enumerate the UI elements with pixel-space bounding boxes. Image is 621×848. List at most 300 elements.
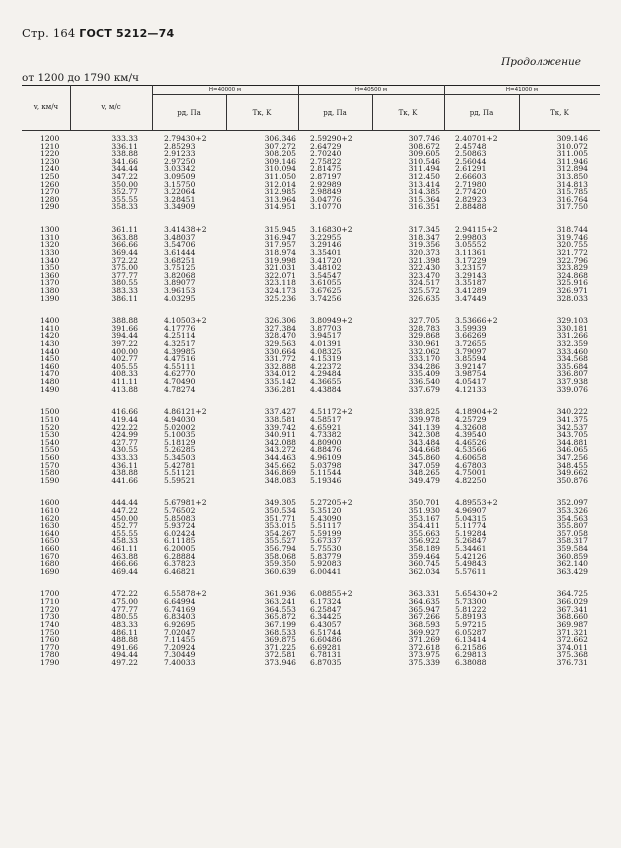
speed-ms-cell: 427.77: [111, 437, 138, 447]
pressure-cell: 4.60658: [455, 452, 487, 462]
pressure-cell: 5.11544: [310, 468, 342, 478]
temperature-cell: 322.796: [556, 255, 588, 265]
temperature-cell: 329.563: [264, 339, 296, 349]
speed-ms-cell: 338.88: [111, 149, 138, 159]
speed-ms-cell: 480.55: [111, 612, 138, 622]
speed-kmh-cell: 1670: [40, 551, 60, 561]
pressure-cell: 6.74169: [164, 604, 196, 614]
pressure-cell: 4.70490: [164, 377, 196, 387]
pressure-cell: 6.21586: [455, 642, 487, 652]
pressure-cell: 3.29143: [455, 270, 487, 280]
pressure-cell: 5.34461: [455, 544, 487, 554]
temperature-cell: 319.356: [408, 240, 440, 250]
temperature-cell: 350.701: [408, 498, 440, 508]
temperature-cell: 348.455: [556, 460, 588, 470]
pressure-cell: 3.89077: [164, 278, 196, 288]
temperature-cell: 358.189: [408, 544, 440, 554]
temperature-cell: 371.269: [408, 635, 440, 645]
speed-ms-cell: 408.33: [111, 369, 138, 379]
temperature-cell: 326.306: [264, 316, 296, 326]
pressure-cell: 6.92695: [164, 619, 196, 629]
temperature-cell: 372.581: [264, 650, 296, 660]
pressure-cell: 4.73382: [310, 430, 342, 440]
pressure-cell: 6.60486: [310, 635, 342, 645]
speed-kmh-cell: 1210: [40, 141, 60, 151]
altitude-header-1: H=40000 м: [208, 87, 242, 93]
speed-ms-cell: 497.22: [111, 657, 138, 667]
speed-ms-cell: 347.22: [111, 172, 138, 182]
col-temp-1: Tк, K: [252, 109, 272, 117]
temperature-cell: 323.470: [408, 270, 440, 280]
temperature-cell: 360.639: [264, 566, 296, 576]
temperature-cell: 310.546: [408, 156, 440, 166]
temperature-cell: 307.272: [264, 141, 296, 151]
pressure-cell: 7.40033: [164, 657, 196, 667]
col-temp-3: Tк, K: [550, 109, 569, 117]
temperature-cell: 317.750: [556, 202, 588, 212]
pressure-cell: 4.62770: [164, 369, 196, 379]
temperature-cell: 308.672: [408, 141, 440, 151]
pressure-cell: 6.37823: [164, 559, 196, 569]
speed-kmh-cell: 1280: [40, 194, 60, 204]
temperature-cell: 328.783: [408, 323, 440, 333]
pressure-cell: 3.16830+2: [310, 225, 353, 235]
speed-kmh-cell: 1400: [40, 316, 60, 326]
table-row: [22, 477, 600, 485]
row-group: [22, 317, 600, 393]
pressure-cell: 5.92083: [310, 559, 342, 569]
col-pressure-1: pд, Па: [177, 109, 201, 117]
pressure-cell: 3.47449: [455, 293, 487, 303]
temperature-cell: 313.414: [408, 179, 440, 189]
pressure-cell: 4.86121+2: [164, 407, 207, 417]
pressure-cell: 3.87703: [310, 323, 342, 333]
pressure-cell: 7.02047: [164, 627, 196, 637]
pressure-cell: 4.36655: [310, 377, 342, 387]
temperature-cell: 345.860: [408, 452, 440, 462]
table-row: [22, 659, 600, 667]
speed-kmh-cell: 1760: [40, 635, 60, 645]
pressure-cell: 4.88476: [310, 445, 342, 455]
pressure-cell: 4.39540: [455, 430, 487, 440]
pressure-cell: 3.22064: [164, 187, 196, 197]
speed-kmh-cell: 1610: [40, 505, 60, 515]
temperature-cell: 325.236: [264, 293, 296, 303]
speed-kmh-cell: 1530: [40, 430, 60, 440]
speed-kmh-cell: 1620: [40, 513, 60, 523]
pressure-cell: 3.28451: [164, 194, 196, 204]
temperature-cell: 372.618: [408, 642, 440, 652]
temperature-cell: 343.484: [408, 437, 440, 447]
speed-kmh-cell: 1710: [40, 597, 60, 607]
temperature-cell: 360.859: [556, 551, 588, 561]
temperature-cell: 353.167: [408, 513, 440, 523]
row-group: [22, 135, 600, 211]
temperature-cell: 310.094: [264, 164, 296, 174]
pressure-cell: 5.76502: [164, 505, 196, 515]
speed-kmh-cell: 1540: [40, 437, 60, 447]
temperature-cell: 363.241: [264, 597, 296, 607]
speed-ms-cell: 369.44: [111, 247, 138, 257]
speed-ms-cell: 383.33: [111, 285, 138, 295]
temperature-cell: 369.927: [408, 627, 440, 637]
temperature-cell: 330.181: [556, 323, 588, 333]
temperature-cell: 376.731: [556, 657, 588, 667]
temperature-cell: 318.974: [264, 247, 296, 257]
pressure-cell: 6.11185: [164, 536, 196, 546]
speed-ms-cell: 366.66: [111, 240, 138, 250]
table-row: [22, 386, 600, 394]
temperature-cell: 342.088: [264, 437, 296, 447]
temperature-cell: 323.829: [556, 263, 588, 273]
temperature-cell: 310.072: [556, 141, 588, 151]
pressure-cell: 4.75001: [455, 468, 487, 478]
temperature-cell: 354.411: [408, 521, 440, 531]
temperature-cell: 355.663: [408, 528, 440, 538]
pressure-cell: 5.42126: [455, 551, 487, 561]
pressure-cell: 6.69281: [310, 642, 342, 652]
speed-ms-cell: 358.33: [111, 202, 138, 212]
speed-kmh-cell: 1680: [40, 559, 60, 569]
pressure-cell: 3.92147: [455, 361, 487, 371]
temperature-cell: 311.050: [264, 172, 296, 182]
temperature-cell: 344.881: [556, 437, 588, 447]
temperature-cell: 332.062: [408, 346, 440, 356]
speed-kmh-cell: 1780: [40, 650, 60, 660]
speed-ms-cell: 411.11: [111, 377, 138, 387]
pressure-cell: 3.59939: [455, 323, 487, 333]
pressure-cell: 3.35187: [455, 278, 487, 288]
temperature-cell: 352.097: [556, 498, 588, 508]
pressure-cell: 5.42781: [164, 460, 196, 470]
speed-ms-cell: 461.11: [111, 544, 138, 554]
pressure-cell: 3.72655: [455, 339, 487, 349]
temperature-cell: 337.679: [408, 384, 440, 394]
pressure-cell: 3.22955: [310, 232, 342, 242]
speed-kmh-cell: 1250: [40, 172, 60, 182]
temperature-cell: 335.409: [408, 369, 440, 379]
temperature-cell: 317.957: [264, 240, 296, 250]
speed-kmh-cell: 1340: [40, 255, 60, 265]
speed-ms-cell: 491.66: [111, 642, 138, 652]
temperature-cell: 342.537: [556, 422, 588, 432]
temperature-cell: 317.345: [408, 225, 440, 235]
pressure-cell: 6.20005: [164, 544, 196, 554]
temperature-cell: 327.705: [408, 316, 440, 326]
pressure-cell: 3.05552: [455, 240, 487, 250]
row-group: [22, 226, 600, 302]
pressure-cell: 6.38088: [455, 657, 487, 667]
speed-ms-cell: 463.88: [111, 551, 138, 561]
temperature-cell: 364.635: [408, 597, 440, 607]
pressure-cell: 4.53566: [455, 445, 487, 455]
speed-kmh-cell: 1200: [40, 134, 60, 143]
temperature-cell: 334.286: [408, 361, 440, 371]
temperature-cell: 341.139: [408, 422, 440, 432]
pressure-cell: 3.29146: [310, 240, 342, 250]
temperature-cell: 315.364: [408, 194, 440, 204]
pressure-cell: 2.56044: [455, 156, 487, 166]
pressure-cell: 4.58517: [310, 414, 342, 424]
temperature-cell: 336.807: [556, 369, 588, 379]
speed-kmh-cell: 1650: [40, 536, 60, 546]
temperature-cell: 336.540: [408, 377, 440, 387]
pressure-cell: 4.17776: [164, 323, 196, 333]
speed-ms-cell: 344.44: [111, 164, 138, 174]
speed-kmh-cell: 1630: [40, 521, 60, 531]
pressure-cell: 5.57611: [455, 566, 487, 576]
temperature-cell: 349.305: [264, 498, 296, 508]
temperature-cell: 332.359: [556, 339, 588, 349]
pressure-cell: 5.49843: [455, 559, 487, 569]
pressure-cell: 2.64729: [310, 141, 342, 151]
speed-kmh-cell: 1550: [40, 445, 60, 455]
pressure-cell: 5.04315: [455, 513, 487, 523]
pressure-cell: 4.25729: [455, 414, 487, 424]
pressure-cell: 5.85083: [164, 513, 196, 523]
speed-kmh-cell: 1240: [40, 164, 60, 174]
pressure-cell: 3.53666+2: [455, 316, 498, 326]
pressure-cell: 6.83403: [164, 612, 196, 622]
pressure-cell: 5.59521: [164, 475, 196, 485]
speed-kmh-cell: 1510: [40, 414, 60, 424]
table-row: [22, 568, 600, 576]
speed-ms-cell: 447.22: [111, 505, 138, 515]
speed-kmh-cell: 1420: [40, 331, 60, 341]
speed-ms-cell: 486.11: [111, 627, 138, 637]
speed-ms-cell: 413.88: [111, 384, 138, 394]
temperature-cell: 311.494: [408, 164, 440, 174]
pressure-cell: 4.80900: [310, 437, 342, 447]
speed-kmh-cell: 1640: [40, 528, 60, 538]
pressure-cell: 4.39985: [164, 346, 196, 356]
speed-ms-cell: 402.77: [111, 354, 138, 364]
pressure-cell: 5.26847: [455, 536, 487, 546]
speed-ms-cell: 377.77: [111, 270, 138, 280]
temperature-cell: 318.744: [556, 225, 588, 235]
pressure-cell: 5.27205+2: [310, 498, 353, 508]
temperature-cell: 312.450: [408, 172, 440, 182]
pressure-cell: 2.99803: [455, 232, 487, 242]
pressure-cell: 6.87035: [310, 657, 342, 667]
pressure-cell: 3.23157: [455, 263, 487, 273]
temperature-cell: 328.470: [264, 331, 296, 341]
speed-ms-cell: 336.11: [111, 141, 138, 151]
temperature-cell: 363.331: [408, 589, 440, 599]
speed-kmh-cell: 1290: [40, 202, 60, 212]
temperature-cell: 343.272: [264, 445, 296, 455]
temperature-cell: 330.961: [408, 339, 440, 349]
table-top-rule: [22, 85, 600, 86]
pressure-cell: 6.00441: [310, 566, 342, 576]
pressure-cell: 6.55878+2: [164, 589, 207, 599]
speed-ms-cell: 488.88: [111, 635, 138, 645]
pressure-cell: 2.61291: [455, 164, 487, 174]
temperature-cell: 313.850: [556, 172, 588, 182]
pressure-cell: 2.50863: [455, 149, 487, 159]
pressure-cell: 2.97250: [164, 156, 196, 166]
temperature-cell: 348.083: [264, 475, 296, 485]
temperature-cell: 321.031: [264, 263, 296, 273]
speed-kmh-cell: 1310: [40, 232, 60, 242]
page-header: [22, 26, 174, 40]
temperature-cell: 363.429: [556, 566, 588, 576]
temperature-cell: 367.199: [264, 619, 296, 629]
speed-kmh-cell: 1470: [40, 369, 60, 379]
speed-ms-cell: 416.66: [111, 407, 138, 417]
pressure-cell: 3.79097: [455, 346, 487, 356]
speed-kmh-cell: 1700: [40, 589, 60, 599]
speed-kmh-cell: 1460: [40, 361, 60, 371]
temperature-cell: 322.071: [264, 270, 296, 280]
temperature-cell: 338.581: [264, 414, 296, 424]
pressure-cell: 4.43884: [310, 384, 342, 394]
table-row: [22, 295, 600, 303]
temperature-cell: 342.308: [408, 430, 440, 440]
pressure-cell: 3.68251: [164, 255, 196, 265]
pressure-cell: 3.98754: [455, 369, 487, 379]
speed-ms-cell: 438.88: [111, 468, 138, 478]
temperature-cell: 367.341: [556, 604, 588, 614]
page-number: Стр. 164: [22, 26, 76, 40]
pressure-cell: 4.78274: [164, 384, 196, 394]
pressure-cell: 5.81222: [455, 604, 487, 614]
temperature-cell: 334.012: [264, 369, 296, 379]
pressure-cell: 4.96109: [310, 452, 342, 462]
temperature-cell: 326.971: [556, 285, 588, 295]
speed-kmh-cell: 1740: [40, 619, 60, 629]
pressure-cell: 7.11455: [164, 635, 196, 645]
temperature-cell: 321.772: [556, 247, 588, 257]
speed-ms-cell: 422.22: [111, 422, 138, 432]
temperature-cell: 332.888: [264, 361, 296, 371]
pressure-cell: 3.54706: [164, 240, 196, 250]
pressure-cell: 6.43057: [310, 619, 342, 629]
col-temp-2: Tк, K: [398, 109, 418, 117]
speed-kmh-cell: 1230: [40, 156, 60, 166]
pressure-cell: 3.11361: [455, 247, 487, 257]
pressure-cell: 4.89553+2: [455, 498, 498, 508]
temperature-cell: 329.868: [408, 331, 440, 341]
temperature-cell: 351.930: [408, 505, 440, 515]
speed-kmh-cell: 1570: [40, 460, 60, 470]
pressure-cell: 3.10770: [310, 202, 342, 212]
temperature-cell: 307.746: [408, 134, 440, 143]
temperature-cell: 314.951: [264, 202, 296, 212]
pressure-cell: 2.79430+2: [164, 134, 207, 143]
speed-ms-cell: 436.11: [111, 460, 138, 470]
temperature-cell: 324.517: [408, 278, 440, 288]
speed-kmh-cell: 1390: [40, 293, 60, 303]
temperature-cell: 321.398: [408, 255, 440, 265]
speed-kmh-cell: 1720: [40, 604, 60, 614]
pressure-cell: 2.87197: [310, 172, 342, 182]
speed-ms-cell: 450.00: [111, 513, 138, 523]
pressure-cell: 6.17324: [310, 597, 342, 607]
pressure-cell: 2.45748: [455, 141, 487, 151]
speed-ms-cell: 430.55: [111, 445, 138, 455]
pressure-cell: 7.20924: [164, 642, 196, 652]
temperature-cell: 375.339: [408, 657, 440, 667]
temperature-cell: 371.321: [556, 627, 588, 637]
pressure-cell: 3.04776: [310, 194, 342, 204]
speed-kmh-cell: 1520: [40, 422, 60, 432]
temperature-cell: 333.460: [556, 346, 588, 356]
temperature-cell: 350.876: [556, 475, 588, 485]
temperature-cell: 338.825: [408, 407, 440, 417]
pressure-cell: 5.19346: [310, 475, 342, 485]
row-group: [22, 590, 600, 666]
pressure-cell: 2.66603: [455, 172, 487, 182]
speed-kmh-cell: 1320: [40, 240, 60, 250]
speed-ms-cell: 494.44: [111, 650, 138, 660]
temperature-cell: 344.668: [408, 445, 440, 455]
temperature-cell: 373.946: [264, 657, 296, 667]
temperature-cell: 314.385: [408, 187, 440, 197]
temperature-cell: 328.033: [556, 293, 588, 303]
pressure-cell: 2.88488: [455, 202, 487, 212]
temperature-cell: 356.794: [264, 544, 296, 554]
temperature-cell: 341.375: [556, 414, 588, 424]
temperature-cell: 355.527: [264, 536, 296, 546]
temperature-cell: 335.142: [264, 377, 296, 387]
temperature-cell: 312.985: [264, 187, 296, 197]
speed-kmh-cell: 1770: [40, 642, 60, 652]
pressure-cell: 5.51121: [164, 468, 196, 478]
row-group: [22, 408, 600, 484]
temperature-cell: 353.015: [264, 521, 296, 531]
pressure-cell: 4.82250: [455, 475, 487, 485]
pressure-cell: 3.48037: [164, 232, 196, 242]
pressure-cell: 3.66269: [455, 331, 487, 341]
speed-ms-cell: 352.77: [111, 187, 138, 197]
pressure-cell: 3.41438+2: [164, 225, 207, 235]
pressure-cell: 4.03295: [164, 293, 196, 303]
pressure-cell: 3.15750: [164, 179, 196, 189]
pressure-cell: 2.77420: [455, 187, 487, 197]
speed-ms-cell: 372.22: [111, 255, 138, 265]
temperature-cell: 336.281: [264, 384, 296, 394]
pressure-cell: 6.51744: [310, 627, 342, 637]
temperature-cell: 316.947: [264, 232, 296, 242]
speed-ms-cell: 419.44: [111, 414, 138, 424]
speed-kmh-cell: 1480: [40, 377, 60, 387]
speed-ms-cell: 400.00: [111, 346, 138, 356]
speed-kmh-cell: 1300: [40, 225, 60, 235]
speed-ms-cell: 483.33: [111, 619, 138, 629]
temperature-cell: 357.058: [556, 528, 588, 538]
speed-kmh-cell: 1370: [40, 278, 60, 288]
pressure-cell: 3.48102: [310, 263, 342, 273]
temperature-cell: 375.368: [556, 650, 588, 660]
pressure-cell: 4.01391: [310, 339, 342, 349]
temperature-cell: 362.140: [556, 559, 588, 569]
pressure-cell: 3.96153: [164, 285, 196, 295]
temperature-cell: 364.725: [556, 589, 588, 599]
speed-kmh-cell: 1690: [40, 566, 60, 576]
temperature-cell: 368.593: [408, 619, 440, 629]
temperature-cell: 365.947: [408, 604, 440, 614]
pressure-cell: 5.83779: [310, 551, 342, 561]
temperature-cell: 360.745: [408, 559, 440, 569]
temperature-cell: 325.916: [556, 278, 588, 288]
pressure-cell: 4.25114: [164, 331, 196, 341]
temperature-cell: 323.118: [264, 278, 296, 288]
temperature-cell: 320.373: [408, 247, 440, 257]
temperature-cell: 373.975: [408, 650, 440, 660]
pressure-cell: 6.29813: [455, 650, 487, 660]
pressure-cell: 6.64994: [164, 597, 196, 607]
